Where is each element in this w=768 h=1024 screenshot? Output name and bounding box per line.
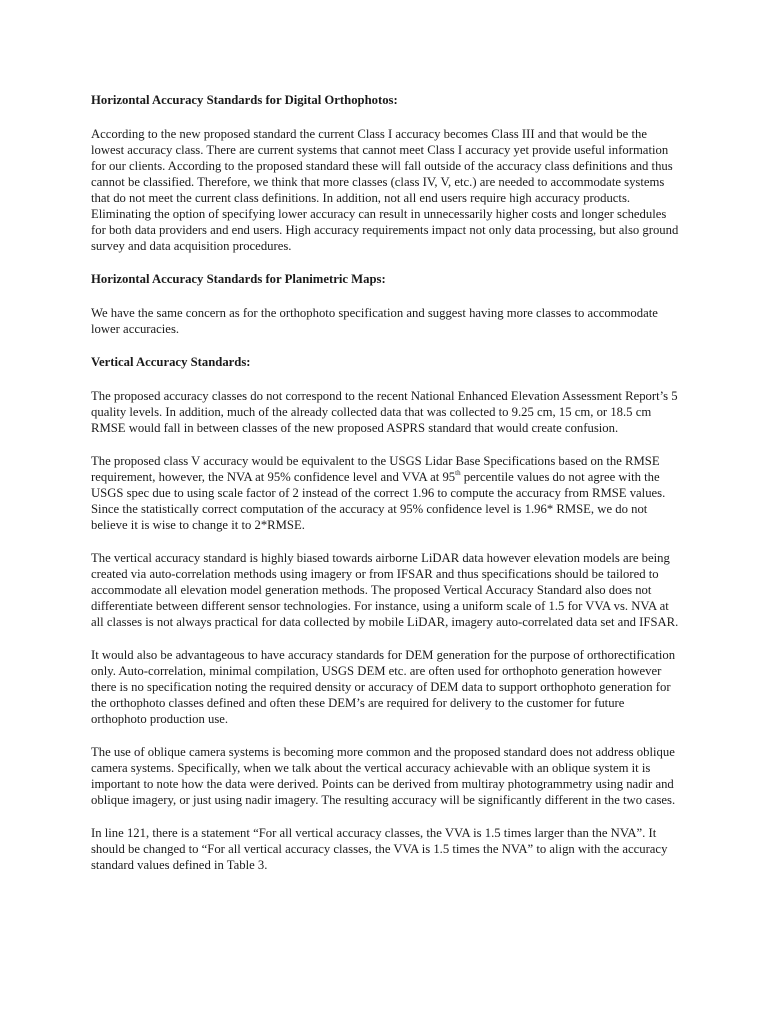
paragraph-4 xyxy=(91,453,681,533)
section-heading-1: Horizontal Accuracy Standards for Digital Orthophotos: xyxy=(91,93,398,107)
paragraph-text: The vertical accuracy standard is highly biased towards airborne LiDAR data however elevation models are being created via auto-correlation methods using imagery or from IFSAR and thus specifications should be tailored to accommodate all elevation model generation methods. The proposed Vertical Accuracy Standard also does not differentiate between different sensor technologies. For instance, using a uniform scale of 1.5 for VVA vs. NVA at all classes is not always practical for data collected by mobile LiDAR, imagery auto-correlated data set and IFSAR. xyxy=(91,551,679,629)
paragraph-text: The use of oblique camera systems is becoming more common and the proposed standard does not address oblique camera systems. Specifically, when we talk about the vertical accuracy achievable with an oblique system it is important to note how the data were derived. Points can be derived from multiray photogrammetry using nadir and oblique imagery, or just using nadir imagery. The resulting accuracy will be significantly different in the two cases. xyxy=(91,745,676,807)
section-heading-3: Vertical Accuracy Standards: xyxy=(91,355,251,369)
paragraph-1 xyxy=(91,126,681,254)
text-run: The proposed class V accuracy would be equivalent to the USGS Lidar Base Specifications based on the RMSE requirement, however, the NVA at 95% confidence level and VVA at 95 xyxy=(91,454,660,484)
paragraph-3 xyxy=(91,388,681,436)
section-heading-2: Horizontal Accuracy Standards for Planimetric Maps: xyxy=(91,272,386,286)
paragraph-7 xyxy=(91,744,681,808)
paragraph-text: It would also be advantageous to have accuracy standards for DEM generation for the purpose of orthorectification only. Auto-correlation, minimal compilation, USGS DEM etc. are often used for orthophoto generation however there is no specification noting the required density or accuracy of DEM data to support orthophoto generation for the orthophoto classes defined and often these DEM’s are required for delivery to the customer for future orthophoto production use. xyxy=(91,648,676,726)
paragraph-text: The proposed accuracy classes do not correspond to the recent National Enhanced Elevation Assessment Report’s 5 quality levels. In addition, much of the already collected data that was collected to 9.25 cm, 15 cm, or 18.5 cm RMSE would fall in between classes of the new proposed ASPRS standard that would create confusion. xyxy=(91,389,678,435)
paragraph-text: We have the same concern as for the orthophoto specification and suggest having more classes to accommodate lower accuracies. xyxy=(91,306,658,336)
superscript-ordinal: th xyxy=(455,468,461,477)
paragraph-2 xyxy=(91,305,681,337)
paragraph-text: According to the new proposed standard the current Class I accuracy becomes Class III and that would be the lowest accuracy class. There are current systems that cannot meet Class I accuracy yet provide useful information for our clients. According to the proposed standard these will fall outside of the accuracy class definitions and thus cannot be classified. Therefore, we think that more classes (class IV, V, etc.) are needed to accommodate systems that do not meet the current class definitions. In addition, not all end users require high accuracy products. Eliminating the option of specifying lower accuracy can result in unnecessarily higher costs and longer schedules for both data providers and end users. High accuracy requirements impact not only data processing, but also ground survey and data acquisition procedures. xyxy=(91,127,679,253)
paragraph-text: In line 121, there is a statement “For all vertical accuracy classes, the VVA is 1.5 times larger than the NVA”. It should be changed to “For all vertical accuracy classes, the VVA is 1.5 times the NVA” to align with the accuracy standard values defined in Table 3. xyxy=(91,826,668,872)
paragraph-6 xyxy=(91,647,681,727)
document-body xyxy=(91,92,681,890)
paragraph-8 xyxy=(91,825,681,873)
text-run: percentile values do not agree with the USGS spec due to using scale factor of 2 instead of the correct 1.96 to compute the accuracy from RMSE values. Since the statistically correct computation of the accuracy at 95% confidence level is 1.96* RMSE, we do not believe it is wise to change it to 2*RMSE. xyxy=(91,470,666,532)
paragraph-5 xyxy=(91,550,681,630)
paragraph-text xyxy=(91,453,681,533)
